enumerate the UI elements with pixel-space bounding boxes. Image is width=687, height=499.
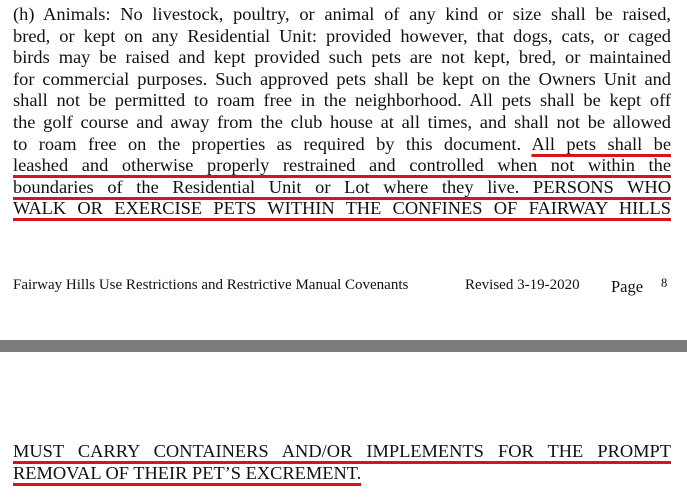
page-separator — [0, 340, 687, 352]
paragraph-line: the golf course and away from the club house at all times, and shall not be allowed — [13, 111, 671, 132]
page-footer — [13, 277, 671, 299]
highlighted-line: leashed and otherwise properly restrained and controlled when not within the — [13, 155, 671, 176]
highlighted-line: boundaries of the Residential Unit or Lot where they live. PERSONS WHO — [13, 176, 671, 197]
footer-page-label: Page — [611, 277, 644, 296]
highlighted-line: MUST CARRY CONTAINERS AND/OR IMPLEMENTS FOR THE PROMPT — [13, 441, 671, 461]
continued-paragraph — [13, 440, 671, 484]
paragraph-line-mixed — [13, 134, 671, 156]
paragraph-text: to roam free on the properties as required by this document. — [13, 133, 532, 154]
animals-paragraph — [13, 4, 671, 220]
paragraph-line: shall not be permitted to roam free in the neighborhood. All pets shall be kept off — [13, 90, 671, 111]
footer-page-number: 8 — [661, 276, 668, 290]
footer-revision: Revised 3-19-2020 — [465, 277, 580, 293]
paragraph-line: birds may be raised and kept provided such pets are not kept, bred, or maintained — [13, 47, 671, 68]
paragraph-line: (h) Animals: No livestock, poultry, or animal of any kind or size shall be raised, — [13, 4, 671, 24]
footer-title: Fairway Hills Use Restrictions and Restrictive Manual Covenants — [13, 277, 409, 293]
paragraph-line: bred, or kept on any Residential Unit: provided however, that dogs, cats, or caged — [13, 25, 671, 46]
highlighted-text: All pets shall be — [531, 133, 671, 154]
paragraph-line: for commercial purposes. Such approved pets shall be kept on the Owners Unit and — [13, 68, 671, 89]
highlighted-line: REMOVAL OF THEIR PET’S EXCREMENT. — [13, 463, 362, 483]
highlighted-line: WALK OR EXERCISE PETS WITHIN THE CONFINES OF FAIRWAY HILLS — [13, 198, 671, 219]
